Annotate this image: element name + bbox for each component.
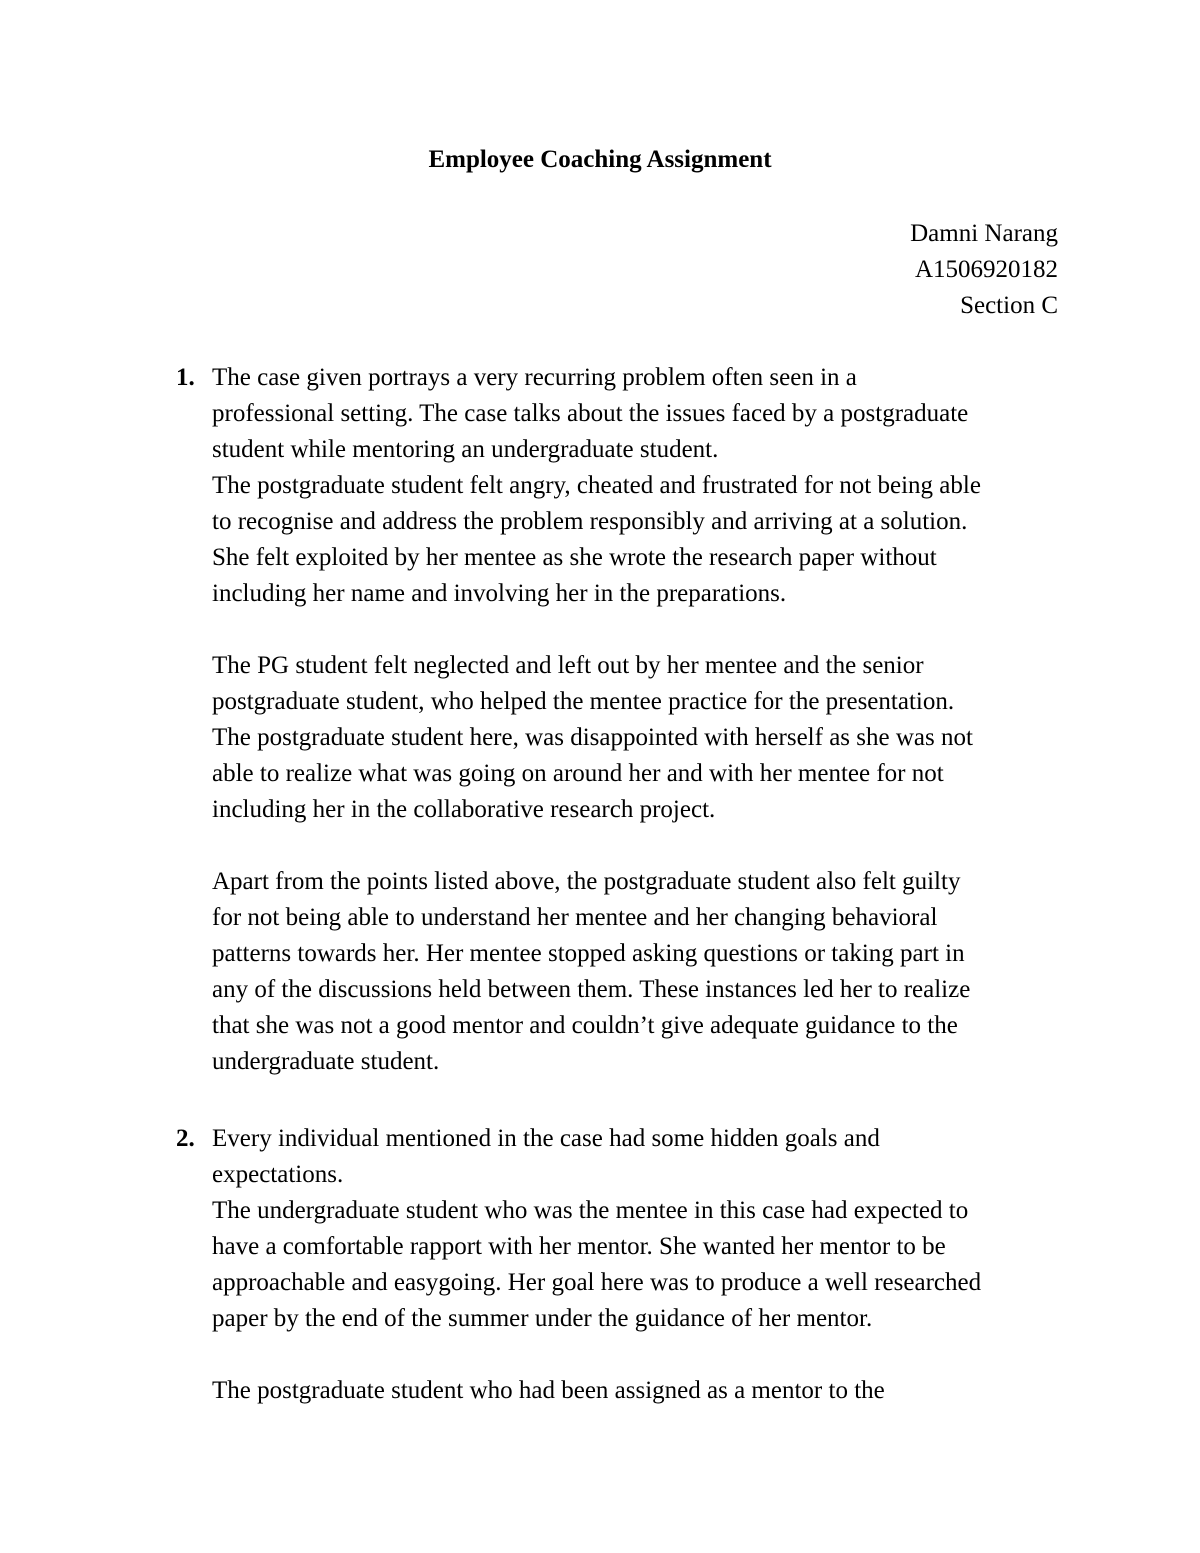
paragraph: The case given portrays a very recurring problem often seen in a professional setting. The case talks about the issues faced by a postgraduate student while mentoring an undergraduate student. The postgraduate student felt angry, cheated and frustrated for not being able to recognise and address the problem responsibly and arriving at a solution. She felt exploited by her mentee as she wrote the research paper without including her name and involving her in the preparations. — [212, 364, 981, 607]
numbered-item-1 — [176, 360, 1076, 1080]
numbered-item-2 — [176, 1121, 1076, 1409]
item-number: 2. — [176, 1125, 195, 1152]
author-id: A1506920182 — [914, 256, 1058, 283]
author-block — [910, 216, 1058, 324]
item-number: 1. — [176, 364, 195, 391]
paragraph: Apart from the points listed above, the postgraduate student also felt guilty for not being able to understand her mentee and her changing behavioral patterns towards her. Her mentee stopped asking questions or taking part in any of the discussions held between them. These instances led her to realize that she was not a good mentor and couldn’t give adequate guidance to the undergraduate student. — [212, 868, 971, 1075]
paragraph: The PG student felt neglected and left out by her mentee and the senior postgraduate student, who helped the mentee practice for the presentation. The postgraduate student here, was disappointed with herself as she was not able to realize what was going on around her and with her mentee for not including her in the collaborative research project. — [212, 652, 973, 823]
paragraph: Every individual mentioned in the case had some hidden goals and expectations. The undergraduate student who was the mentee in this case had expected to have a comfortable rapport with her mentor. She wanted her mentor to be approachable and easygoing. Her goal here was to produce a well researched paper by the end of the summer under the guidance of her mentor. — [212, 1125, 982, 1332]
author-section: Section C — [960, 292, 1058, 319]
item-body — [212, 1121, 1076, 1409]
document-title: Employee Coaching Assignment — [428, 146, 772, 173]
paragraph: The postgraduate student who had been assigned as a mentor to the — [212, 1377, 885, 1404]
author-name: Damni Narang — [910, 220, 1058, 247]
item-body — [212, 360, 1076, 1080]
